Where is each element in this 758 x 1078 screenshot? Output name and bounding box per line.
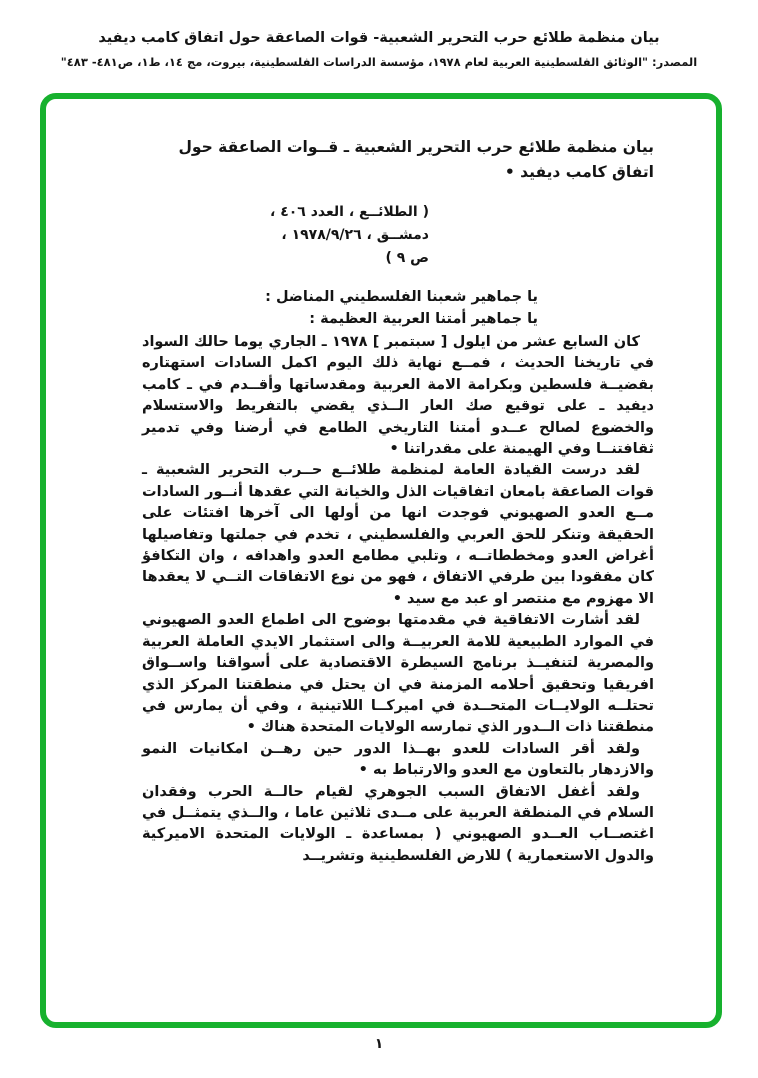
statement-text (142, 332, 654, 867)
body-paragraph: ولقد أغفل الاتفاق السبب الجوهري لقيام حالــة الحرب وفقدان السلام في المنطقة العربية على مــدى ثلاثين عاما ، والــذي يتمثــل في اغتصــاب العــدو الصهيوني ( بمساعدة ـ الولايات المتحدة الاميركية والدول الاستعمارية ) للارض الفلسطينية وتشريــد (142, 783, 654, 864)
page-header (0, 30, 758, 69)
document-header-title: بيان منظمة طلائع حرب التحرير الشعبية- قوات الصاعقة حول اتفاق كامب ديفيد (98, 30, 660, 46)
salutation-line: يا جماهير شعبنا الفلسطيني المناضل : (265, 289, 538, 305)
page-number: ١ (374, 1036, 384, 1052)
citation-line: ص ٩ ) (385, 250, 429, 266)
publication-citation (142, 201, 429, 270)
document-source-line: المصدر: "الوثائق الفلسطينية العربية لعام ١٩٧٨، مؤسسة الدراسات الفلسطينية، بيروت، مج ١٤، ط١، ص٤٨١- ٤٨٣" (60, 55, 698, 69)
statement-title: بيان منظمة طلائع حرب التحرير الشعبية ـ قــوات الصاعقة حول اتفاق كامب ديفيد • (178, 138, 654, 181)
citation-line: دمشــق ، ١٩٧٨/٩/٢٦ ، (281, 227, 429, 243)
salutations-block (142, 286, 538, 330)
body-paragraph: كان السابع عشر من ايلول [ سبتمبر ] ١٩٧٨ ـ الجاري يوما حالك السواد في تاريخنا الحديث ، فمــع نهاية ذلك اليوم اكمل السادات استهتاره بقضيــة فلسطين وبكرامة الامة العربية ومقدساتها وأقــدم في ـ كامب ديفيد ـ على توقيع صك العار الــذي يقضي بالتفريط والاستسلام والخضوع لصالح عــدو أمتنا التاريخي الطامع في أرضنا وفي تدمير ثقافتنــا وفي الهيمنة على مقدراتنا • (142, 334, 654, 458)
body-paragraph: لقد أشارت الاتفاقية في مقدمتها بوضوح الى اطماع العدو الصهيوني في الموارد الطبيعية للامة العربيــة والى استثمار الايدي العاملة العربية والمصرية لتنفيــذ برنامج السيطرة الاقتصادية على أسواقنا واســواق افريقيا وتحقيق أحلامه المزمنة في ان يحتل في منطقتنا المركز الذي تحتلــه الولايــات المتحــدة في اميركــا اللاتينية ، وفي أن يمارس في منطقتنا ذات الــدور الذي تمارسه الولايات المتحدة هناك • (142, 612, 654, 736)
citation-line: ( الطلائــع ، العدد ٤٠٦ ، (270, 204, 429, 220)
document-frame (40, 93, 722, 1028)
document-body (46, 99, 716, 867)
salutation-line: يا جماهير أمتنا العربية العظيمة : (309, 311, 538, 327)
body-paragraph: ولقد أقر السادات للعدو بهــذا الدور حين رهــن امكانيات النمو والازدهار بالتعاون مع العدو والارتباط به • (142, 740, 654, 779)
body-paragraph: لقد درست القيادة العامة لمنظمة طلائــع حــرب التحرير الشعبية ـ قوات الصاعقة بامعان اتفاقيات الذل والخيانة التي عقدها أنــور السادات مــع العدو الصهيوني فوجدت انها من أولها الى آخرها افتئات على الحقيقة وتنكر للحق العربي والفلسطيني ، تخدم في جملتها وتفاصيلها أغراض العدو ومخططاتــه ، وتلبي مطامع العدو واهدافه ، وان التكافؤ كان مفقودا بين طرفي الاتفاق ، فهو من نوع الاتفاقات التــي لا يعقدها الا مهزوم مع منتصر او عبد مع سيد • (142, 462, 654, 607)
